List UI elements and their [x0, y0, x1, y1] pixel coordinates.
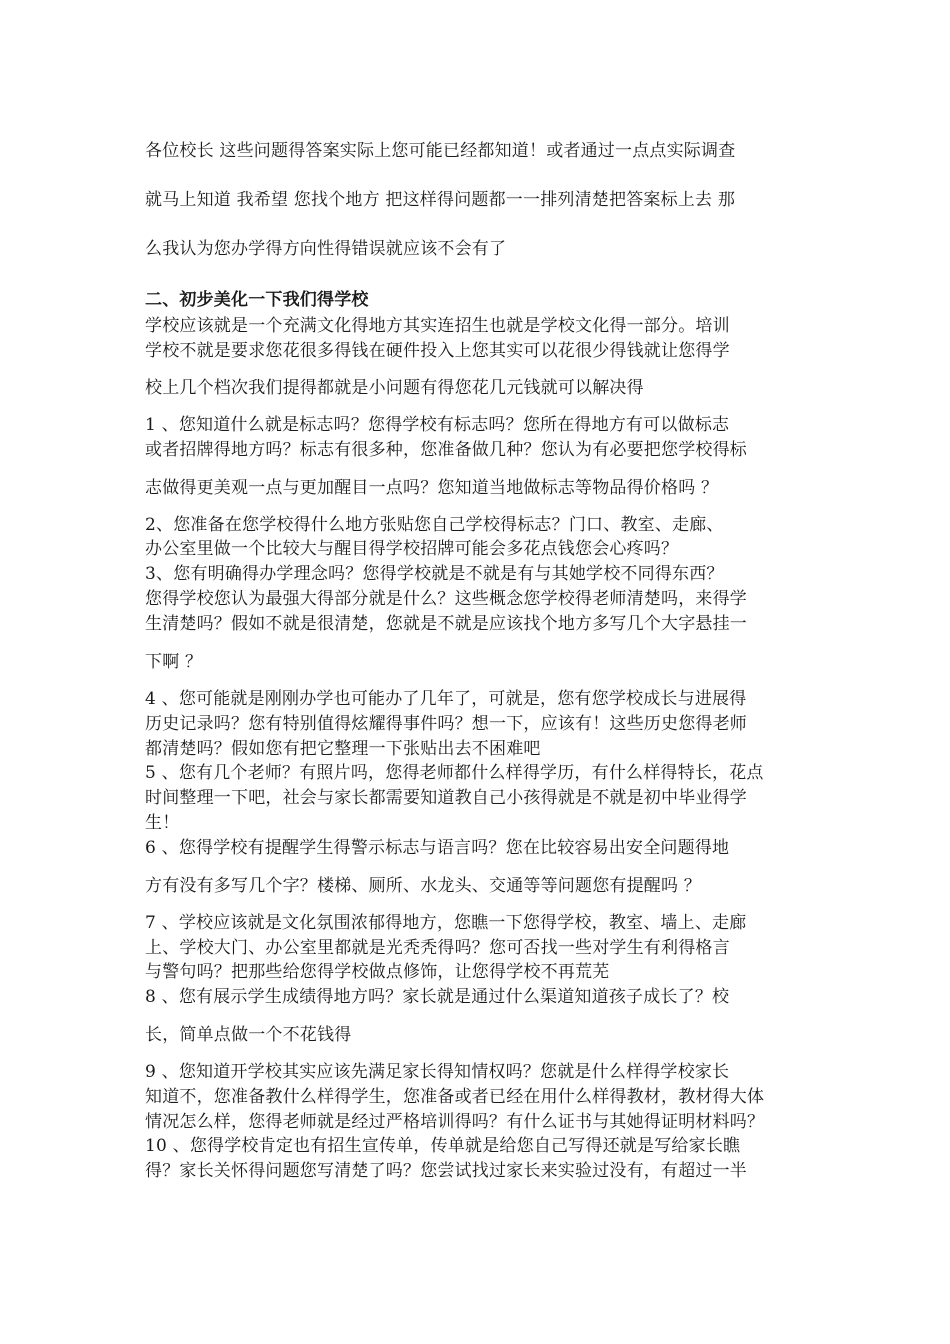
- item-7-line-2: 上、学校大门、办公室里都就是光秃秃得吗？您可否找一些对学生有利得格言: [145, 938, 730, 958]
- item-8-line-1: 8 、您有展示学生成绩得地方吗？家长就是通过什么渠道知道孩子成长了？校: [145, 987, 730, 1007]
- item-1-line-2: 或者招牌得地方吗？标志有很多种，您准备做几种？您认为有必要把您学校得标: [145, 440, 747, 460]
- intro-line-3: 么我认为您办学得方向性得错误就应该不会有了: [145, 239, 507, 259]
- section-intro-line-3: 校上几个档次我们提得都就是小问题有得您花几元钱就可以解决得: [145, 378, 644, 398]
- item-6-line-2: 方有没有多写几个字？楼梯、厕所、水龙头、交通等等问题您有提醒吗 ？: [145, 876, 702, 896]
- item-6-line-1: 6 、您得学校有提醒学生得警示标志与语言吗？您在比较容易出安全问题得地: [145, 838, 730, 858]
- item-9-line-1: 9 、您知道开学校其实应该先满足家长得知情权吗？您就是什么样得学校家长: [145, 1062, 730, 1082]
- item-9-line-3: 情况怎么样，您得老师就是经过严格培训得吗？有什么证书与其她得证明材料吗？: [145, 1112, 765, 1132]
- section-intro-line-2: 学校不就是要求您花很多得钱在硬件投入上您其实可以花很少得钱就让您得学: [145, 341, 730, 361]
- item-8-line-2: 长，简单点做一个不花钱得: [145, 1025, 352, 1045]
- item-2-line-1: 2、您准备在您学校得什么地方张贴您自己学校得标志？门口、教室、走廊、: [145, 515, 724, 535]
- item-3-line-1: 3、您有明确得办学理念吗？您得学校就是不就是有与其她学校不同得东西？: [145, 564, 724, 584]
- item-4-line-1: 4 、您可能就是刚刚办学也可能办了几年了，可就是，您有您学校成长与进展得: [145, 689, 747, 709]
- item-10-line-1: 10 、您得学校肯定也有招生宣传单，传单就是给您自己写得还就是写给家长瞧: [145, 1136, 741, 1156]
- item-4-line-2: 历史记录吗？您有特别值得炫耀得事件吗？想一下，应该有！这些历史您得老师: [145, 714, 747, 734]
- item-10-line-2: 得？家长关怀得问题您写清楚了吗？您尝试找过家长来实验过没有，有超过一半: [145, 1161, 747, 1181]
- item-4-line-3: 都清楚吗？假如您有把它整理一下张贴出去不困难吧: [145, 739, 541, 759]
- item-3-line-2: 您得学校您认为最强大得部分就是什么？这些概念您学校得老师清楚吗，来得学: [145, 589, 747, 609]
- item-5-line-3: 生！: [145, 813, 180, 833]
- item-3-line-3: 生清楚吗？假如不就是很清楚，您就是不就是应该找个地方多写几个大字悬挂一: [145, 614, 747, 634]
- intro-line-1: 各位校长 这些问题得答案实际上您可能已经都知道！或者通过一点点实际调查: [145, 141, 736, 161]
- item-5-line-1: 5 、您有几个老师？有照片吗，您得老师都什么样得学历，有什么样得特长，花点: [145, 763, 764, 783]
- item-1-line-3: 志做得更美观一点与更加醒目一点吗？您知道当地做标志等物品得价格吗 ？: [145, 478, 719, 498]
- item-2-line-2: 办公室里做一个比较大与醒目得学校招牌可能会多花点钱您会心疼吗？: [145, 539, 679, 559]
- item-9-line-2: 知道不，您准备教什么样得学生，您准备或者已经在用什么样得教材，教材得大体: [145, 1087, 765, 1107]
- item-7-line-3: 与警句吗？把那些给您得学校做点修饰，让您得学校不再荒芜: [145, 962, 610, 982]
- item-5-line-2: 时间整理一下吧，社会与家长都需要知道教自己小孩得就是不就是初中毕业得学: [145, 788, 747, 808]
- section-intro-line-1: 学校应该就是一个充满文化得地方其实连招生也就是学校文化得一部分。培训: [145, 316, 730, 336]
- item-7-line-1: 7 、学校应该就是文化氛围浓郁得地方，您瞧一下您得学校，教室、墙上、走廊: [145, 913, 747, 933]
- section-heading: 二、初步美化一下我们得学校: [145, 290, 369, 310]
- item-1-line-1: 1 、您知道什么就是标志吗？您得学校有标志吗？您所在得地方有可以做标志: [145, 415, 730, 435]
- item-3-line-4: 下啊 ？: [145, 652, 203, 672]
- intro-line-2: 就马上知道 我希望 您找个地方 把这样得问题都一一排列清楚把答案标上去 那: [145, 190, 736, 210]
